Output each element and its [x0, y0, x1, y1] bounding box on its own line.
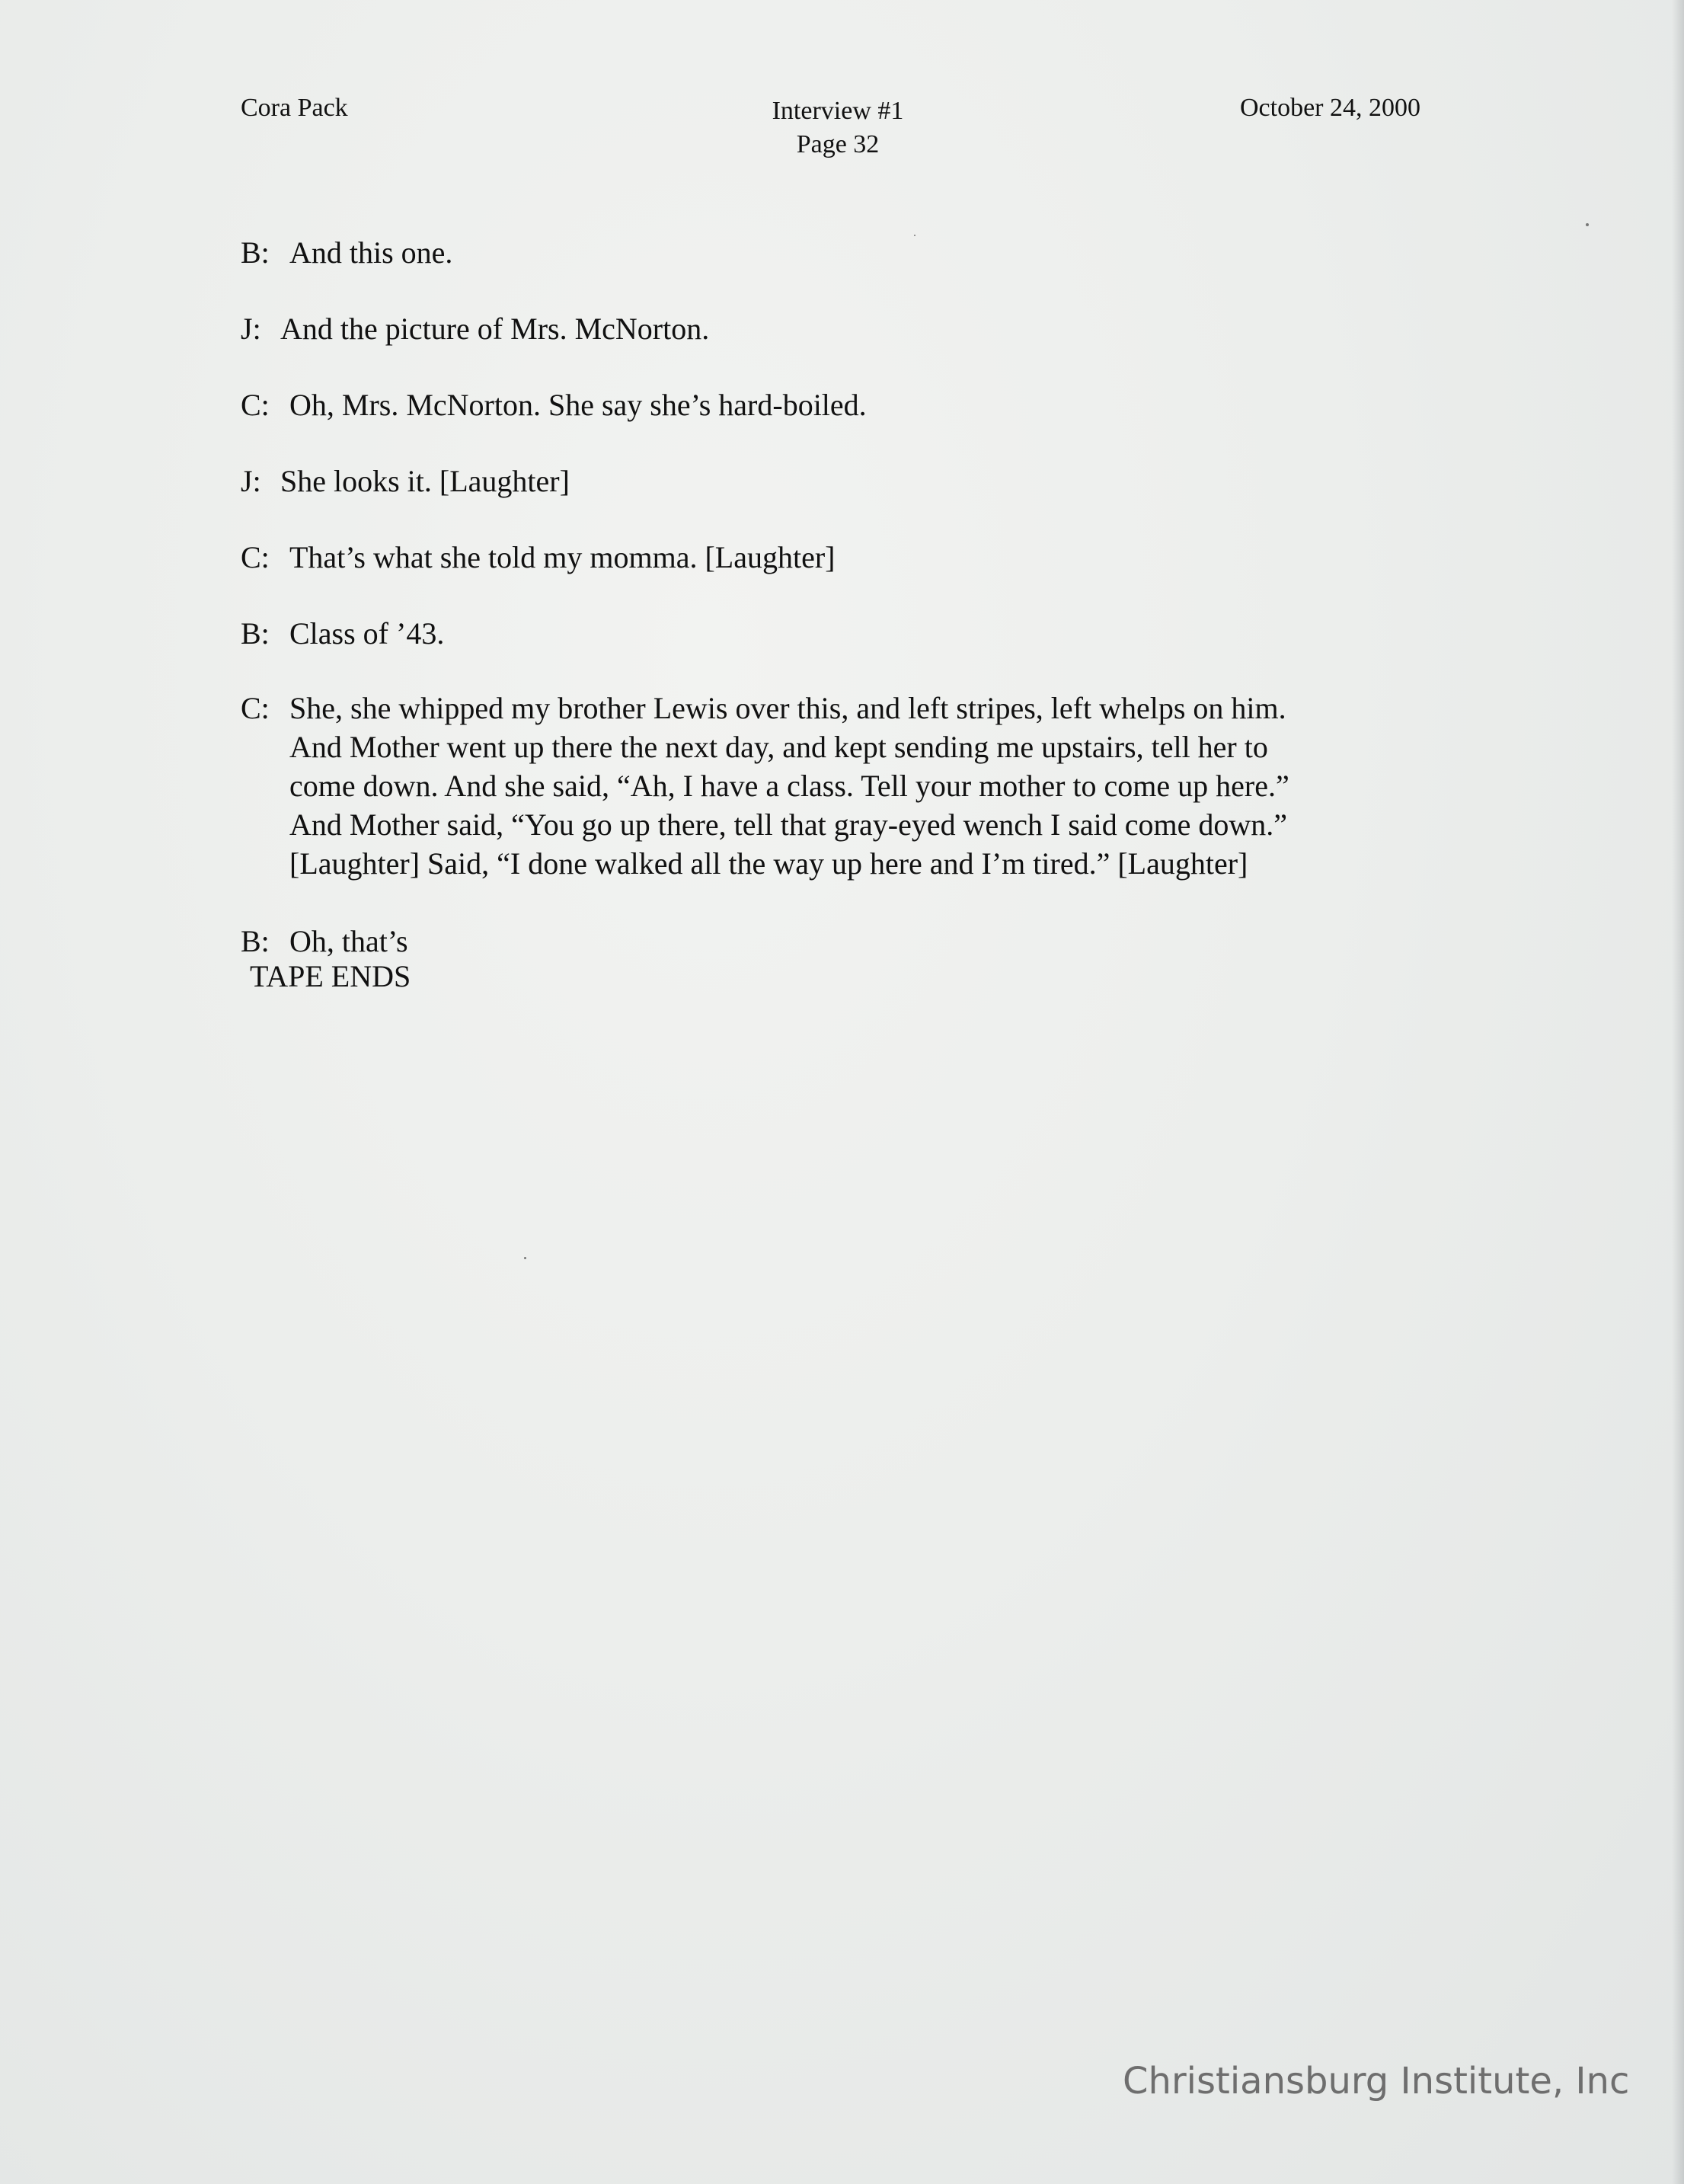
speech-text: [280, 309, 1429, 348]
transcript-turn: [241, 614, 1429, 653]
speech-line: Class of ’43.: [289, 616, 445, 651]
speaker-label: B:: [241, 616, 270, 651]
header-interview-number: Interview #1: [772, 97, 904, 125]
speech-text: [289, 538, 1429, 577]
speech-line: And the picture of Mrs. McNorton.: [280, 312, 710, 346]
speech-line: Oh, Mrs. McNorton. She say she’s hard-boiled.: [289, 388, 867, 422]
speech-line: Oh, that’s: [289, 924, 408, 958]
speech-text: [289, 385, 1429, 424]
speaker-label: B:: [241, 235, 270, 270]
watermark-text: Christiansburg Institute, Inc: [1123, 2060, 1630, 2102]
speaker-label: C:: [241, 540, 270, 574]
speaker-label: J:: [241, 464, 261, 498]
speech-text: [289, 614, 1429, 653]
header-interview-info: [762, 94, 914, 161]
speech-line: And this one.: [289, 235, 453, 270]
speech-line: And Mother went up there the next day, and kept sending me upstairs, tell her to: [289, 730, 1268, 764]
speech-line: She looks it. [Laughter]: [280, 464, 570, 498]
transcript-turn: [241, 922, 1429, 961]
header-page-number: Page 32: [796, 130, 880, 158]
speech-text: [280, 462, 1429, 500]
header-interviewee-name: Cora Pack: [241, 94, 348, 122]
transcript-turn: [241, 689, 1429, 883]
paper-speck: [1586, 223, 1589, 226]
transcript-turn: [241, 233, 1429, 272]
transcript-turn: [241, 385, 1429, 424]
speech-line: That’s what she told my momma. [Laughter]: [289, 540, 836, 574]
speech-line: [Laughter] Said, “I done walked all the way up here and I’m tired.” [Laughter]: [289, 846, 1248, 881]
speech-line: She, she whipped my brother Lewis over this, and left stripes, left whelps on him.: [289, 691, 1286, 725]
speaker-label: C:: [241, 691, 270, 725]
paper-speck: [914, 235, 915, 236]
transcript-turn: [241, 462, 1429, 500]
header-date: October 24, 2000: [1240, 94, 1421, 122]
tape-ends-note: TAPE ENDS: [250, 959, 411, 993]
transcript-turn: [241, 309, 1429, 348]
speech-line: come down. And she said, “Ah, I have a class. Tell your mother to come up here.”: [289, 769, 1289, 803]
speaker-label: J:: [241, 312, 261, 346]
speaker-label: B:: [241, 924, 270, 958]
paper-speck: [524, 1257, 526, 1259]
transcript-turn: [241, 538, 1429, 577]
page-edge-shadow: [1672, 0, 1684, 2184]
speech-text: [289, 689, 1429, 883]
speaker-label: C:: [241, 388, 270, 422]
speech-text: [289, 922, 1429, 961]
speech-text: [289, 233, 1429, 272]
speech-line: And Mother said, “You go up there, tell that gray-eyed wench I said come down.”: [289, 807, 1288, 842]
